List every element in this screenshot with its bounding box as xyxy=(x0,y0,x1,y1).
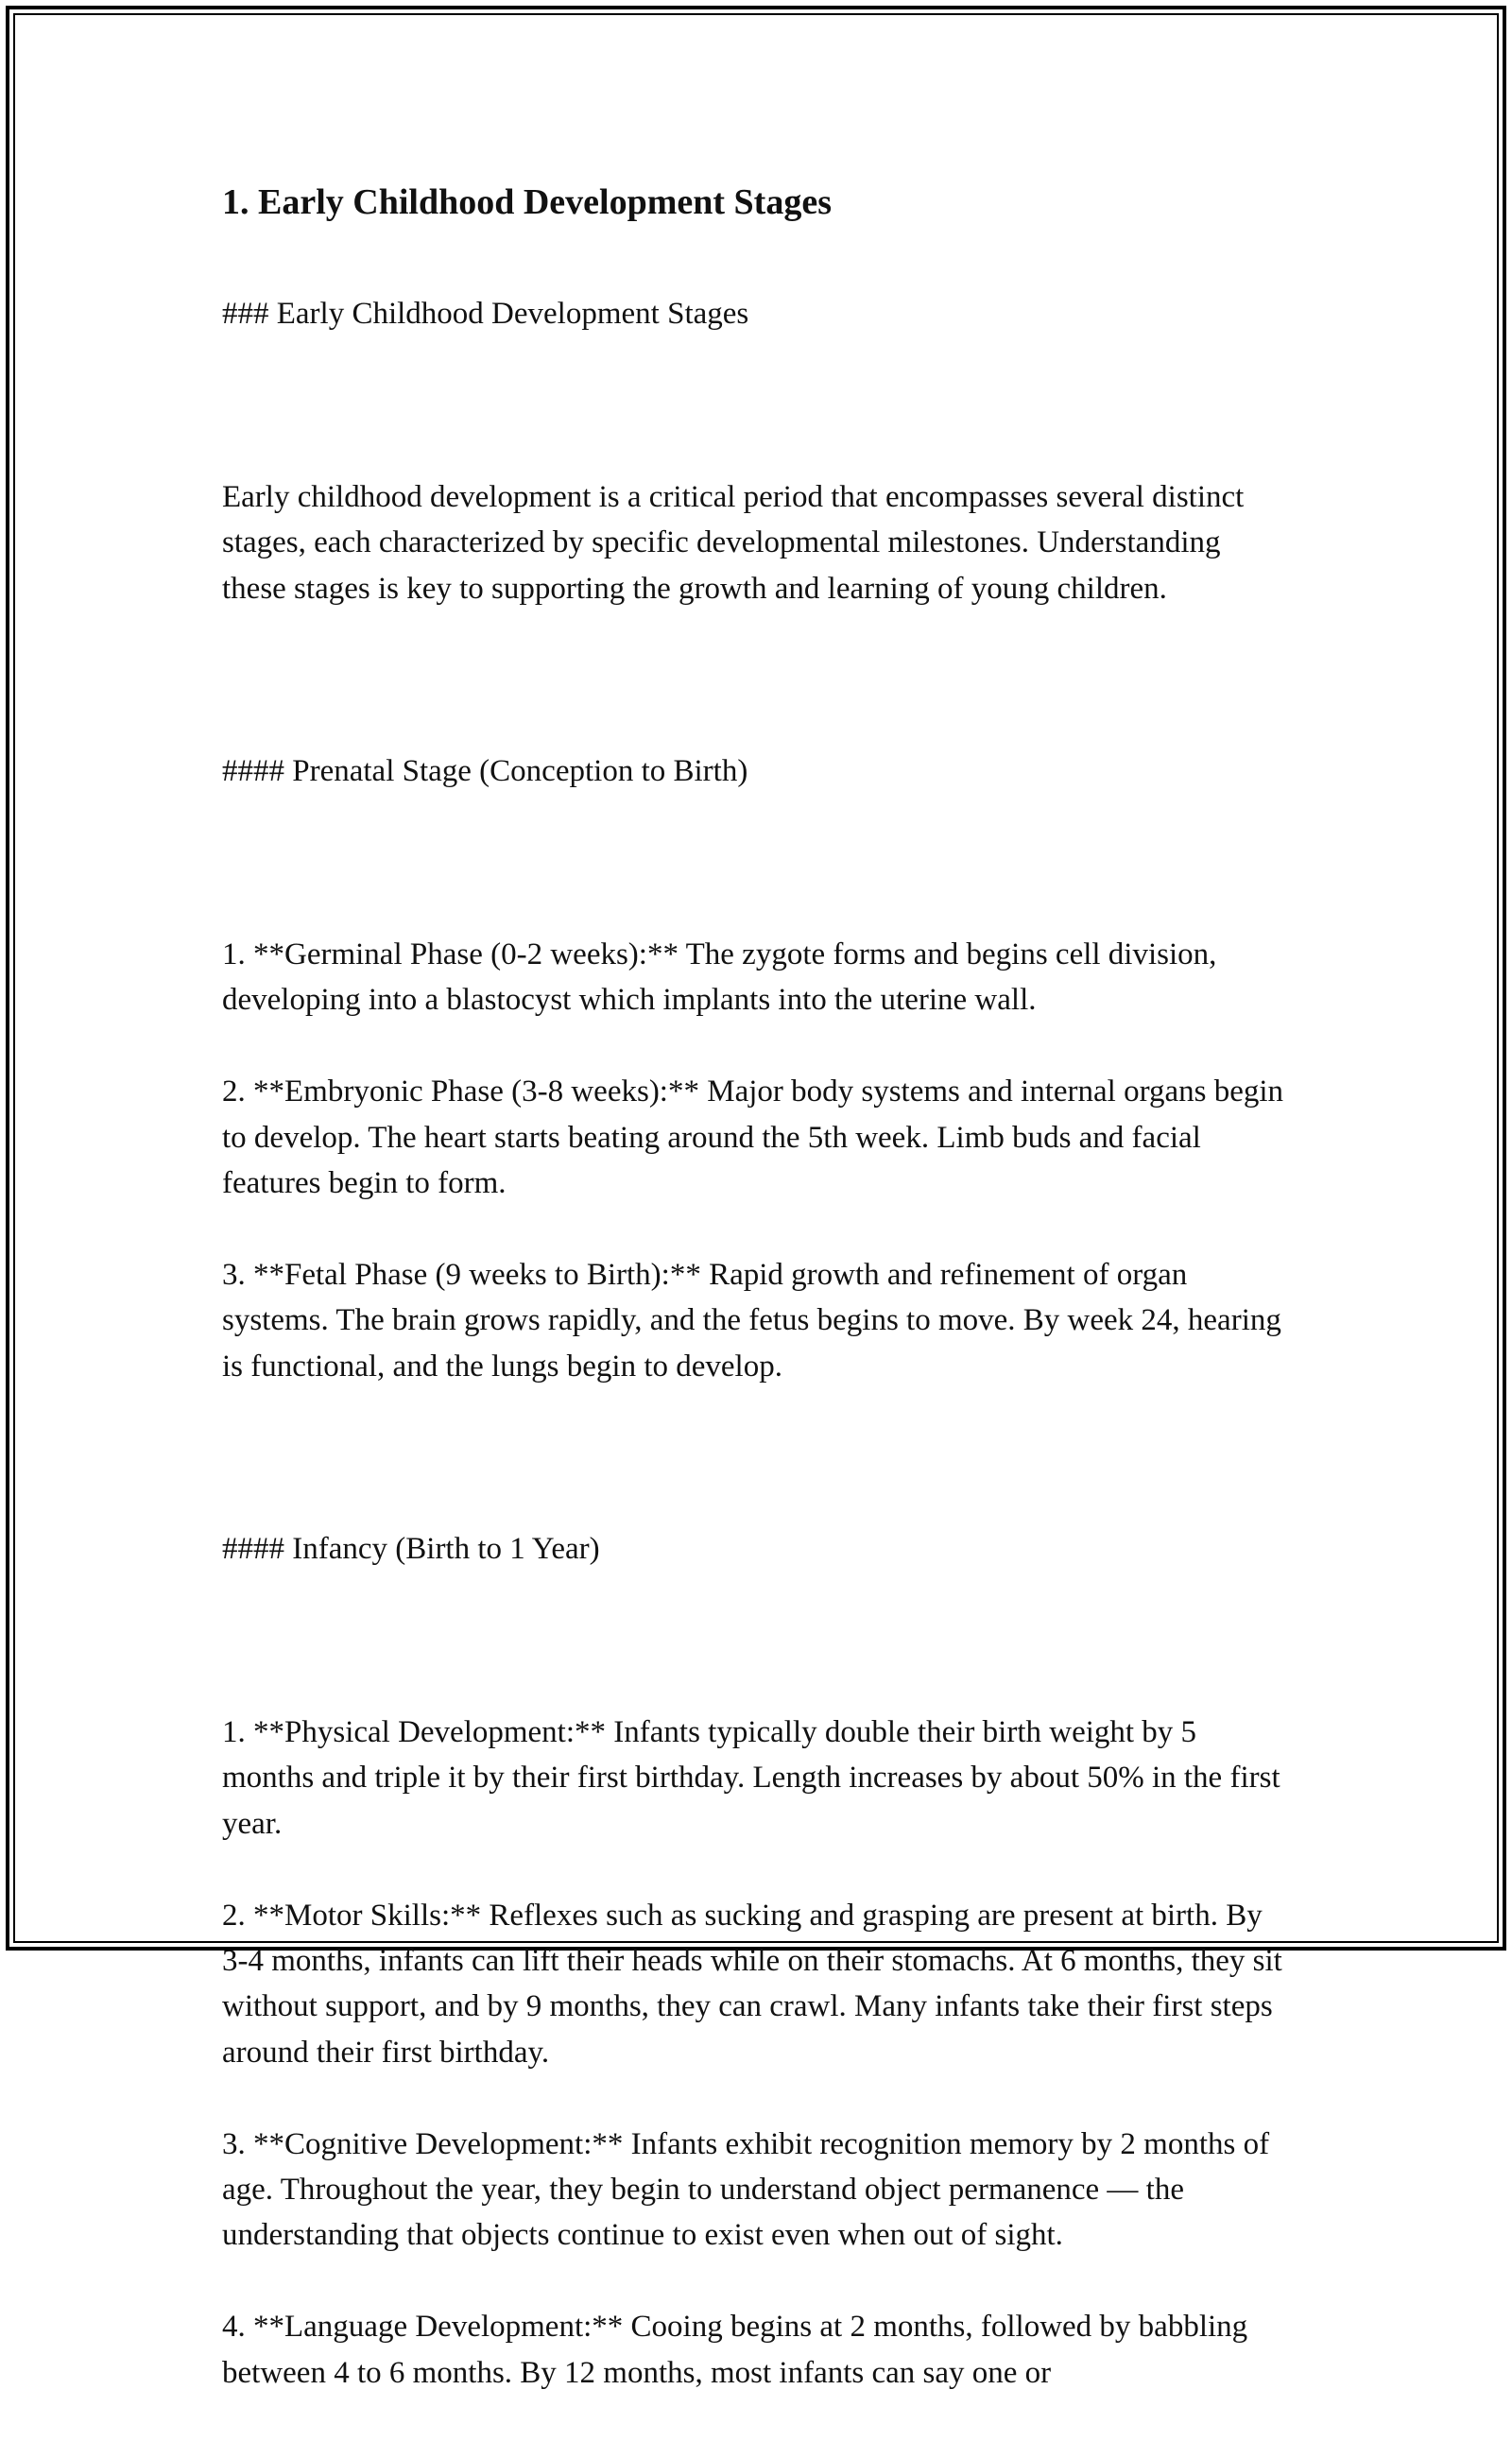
list-item: 2. **Motor Skills:** Reflexes such as sucking and grasping are present at birth. By 3-4 months, infants can lift their heads while on their stomachs. At 6 months, they sit without support, and by 9 months, they can crawl. Many infants take their first steps around their first birthday. xyxy=(222,1898,1282,2070)
blank-line xyxy=(222,840,1290,885)
blank-line xyxy=(222,658,1290,703)
document-text xyxy=(222,246,1290,2441)
document-title: 1. Early Childhood Development Stages xyxy=(222,182,832,222)
list-item: 3. **Cognitive Development:** Infants exhibit recognition memory by 2 months of age. Throughout the year, they begin to understand object permanence — the understanding that objects continue to exist even when out of sight. xyxy=(222,2126,1270,2253)
document-body xyxy=(222,176,1290,2441)
list-item: 1. **Physical Development:** Infants typically double their birth weight by 5 months and triple it by their first birthday. Length increases by about 50% in the first year. xyxy=(222,1714,1280,1841)
list-item: 3. **Fetal Phase (9 weeks to Birth):** Rapid growth and refinement of organ systems. The brain grows rapidly, and the fetus begins to move. By week 24, hearing is functional, and the lungs begin to develop. xyxy=(222,1257,1281,1384)
intro-paragraph: Early childhood development is a critical period that encompasses several distinct stages, each characterized by specific developmental milestones. Understanding these stages is key to supporting the growth and learning of young children. xyxy=(222,480,1245,606)
section-heading-infancy: #### Infancy (Birth to 1 Year) xyxy=(222,1532,600,1567)
list-item: 1. **Germinal Phase (0-2 weeks):** The zygote forms and begins cell division, developing into a blastocyst which implants into the uterine wall. xyxy=(222,937,1217,1018)
section-heading-prenatal: #### Prenatal Stage (Conception to Birth) xyxy=(222,754,748,789)
list-item: 4. **Language Development:** Cooing begins at 2 months, followed by babbling between 4 to 6 months. By 12 months, most infants can say one or xyxy=(222,2310,1248,2390)
blank-line xyxy=(222,383,1290,428)
blank-line xyxy=(222,1618,1290,1663)
list-item: 2. **Embryonic Phase (3-8 weeks):** Major body systems and internal organs begin to develop. The heart starts beating around the 5th week. Limb buds and facial features begin to form. xyxy=(222,1074,1284,1201)
subheading: ### Early Childhood Development Stages xyxy=(222,297,749,332)
blank-line xyxy=(222,1435,1290,1481)
